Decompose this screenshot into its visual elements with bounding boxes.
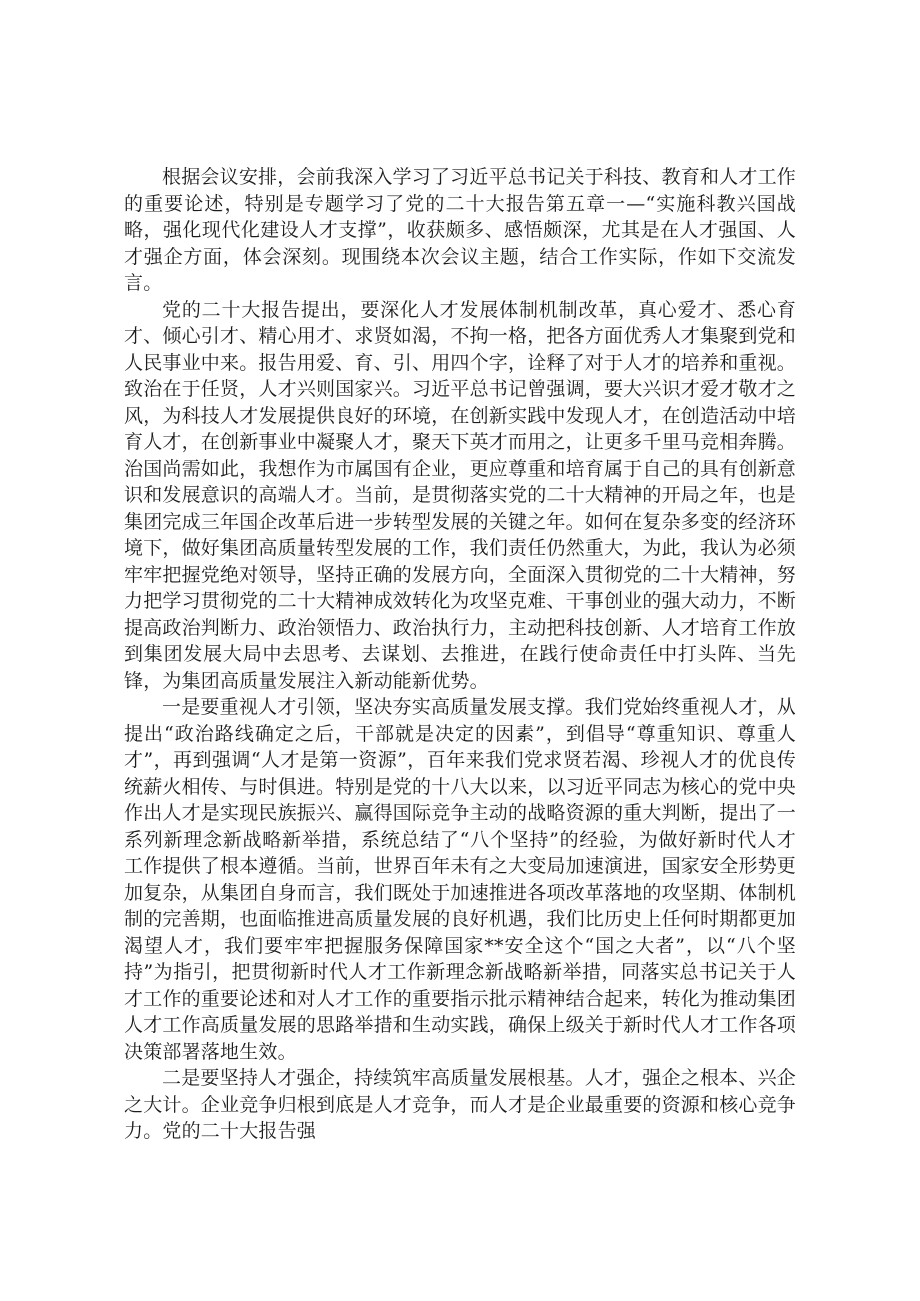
document-body [124,164,796,1145]
paragraph-intro: 根据会议安排，会前我深入学习了习近平总书记关于科技、教育和人才工作的重要论述，特别是专题学习了党的二十大报告第五章一—“实施科教兴国战略，强化现代化建设人才支撑”，收获颇多、感悟颇深，尤其是在人才强国、人才强企方面，体会深刻。现围绕本次会议主题，结合工作实际，作如下交流发言。 [124,166,796,294]
paragraph-point-one: 一是要重视人才引领，坚决夯实高质量发展支撑。我们党始终重视人才，从提出“政治路线确定之后，干部就是决定的因素”，到倡导“尊重知识、尊重人才”，再到强调“人才是第一资源”，百年来我们党求贤若渴、珍视人才的优良传统薪火相传、与时俱进。特别是党的十八大以来，以习近平同志为核心的党中央作出人才是实现民族振兴、赢得国际竞争主动的战略资源的重大判断，提出了一系列新理念新战略新举措，系统总结了“八个坚持”的经验，为做好新时代人才工作提供了根本遵循。当前，世界百年未有之大变局加速演进，国家安全形势更加复杂，从集团自身而言，我们既处于加速推进各项改革落地的攻坚期、体制机制的完善期，也面临推进高质量发展的良好机遇，我们比历史上任何时期都更加渴望人才，我们要牢牢把握服务保障国家**安全这个“国之大者”，以“八个坚持”为指引，把贯彻新时代人才工作新理念新战略新举措，同落实总书记关于人才工作的重要论述和对人才工作的重要指示批示精神结合起来，转化为推动集团人才工作高质量发展的思路举措和生动实践，确保上级关于新时代人才工作各项决策部署落地生效。 [124,696,797,1063]
paragraph-point-two: 二是要坚持人才强企，持续筑牢高质量发展根基。人才，强企之根本、兴企之大计。企业竞争归根到底是人才竞争，而人才是企业最重要的资源和核心竞争力。党的二十大报告强 [124,1067,797,1142]
paragraph-talent-report: 党的二十大报告提出，要深化人才发展体制机制改革，真心爱才、悉心育才、倾心引才、精心用才、求贤如渴，不拘一格，把各方面优秀人才集聚到党和人民事业中来。报告用爱、育、引、用四个字，诠释了对于人才的培养和重视。致治在于任贤，人才兴则国家兴。习近平总书记曾强调，要大兴识才爱才敬才之风，为科技人才发展提供良好的环境，在创新实践中发现人才，在创造活动中培育人才，在创新事业中凝聚人才，聚天下英才而用之，让更多千里马竞相奔腾。治国尚需如此，我想作为市属国有企业，更应尊重和培育属于自己的具有创新意识和发展意识的高端人才。当前，是贯彻落实党的二十大精神的开局之年，也是集团完成三年国企改革后进一步转型发展的关键之年。如何在复杂多变的经济环境下，做好集团高质量转型发展的工作，我们责任仍然重大，为此，我认为必须牢牢把握党绝对领导，坚持正确的发展方向，全面深入贯彻党的二十大精神，努力把学习贯彻党的二十大精神成效转化为攻坚克难、干事创业的强大动力，不断提高政治判断力、政治领悟力、政治执行力，主动把科技创新、人才培育工作放到集团发展大局中去思考、去谋划、去推进，在践行使命责任中打头阵、当先锋，为集团高质量发展注入新动能新优势。 [124,298,797,692]
